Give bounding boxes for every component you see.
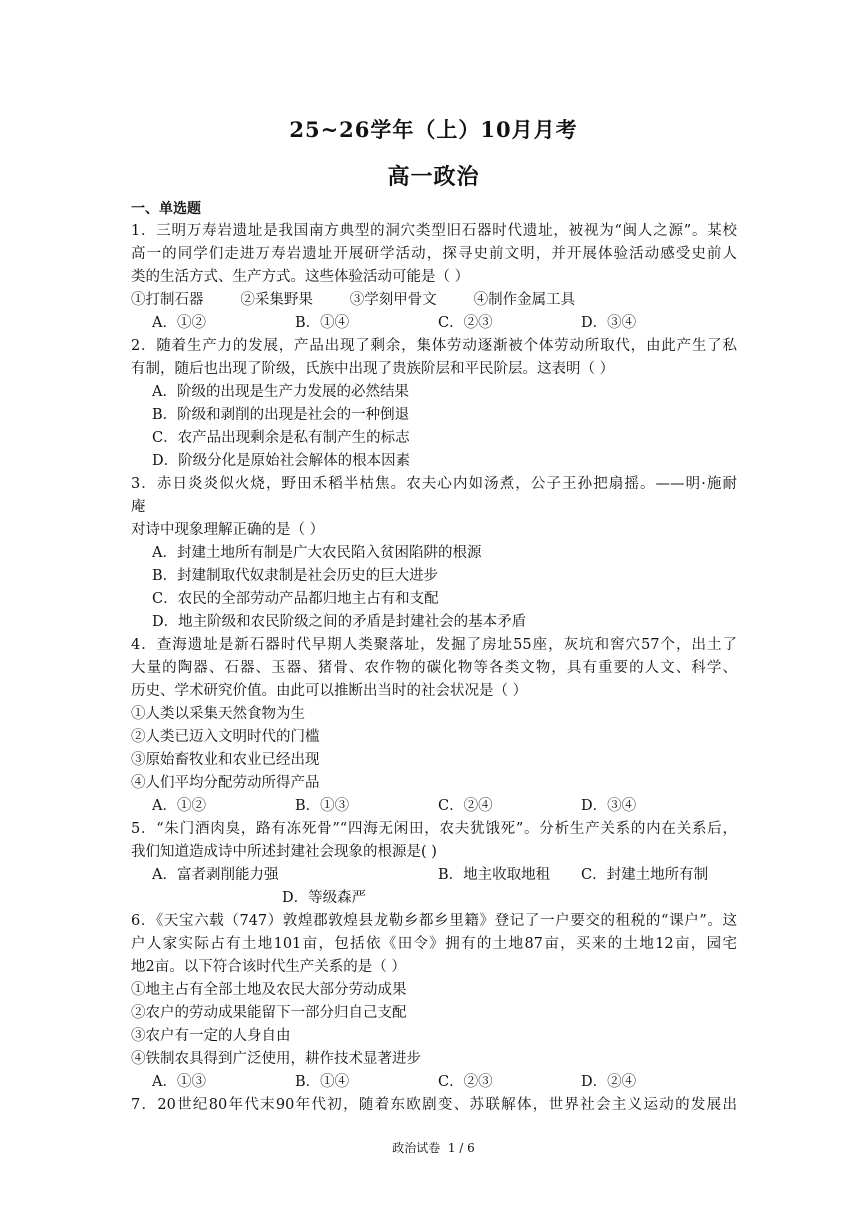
choice-a[interactable]: A．富者剥削能力强: [152, 867, 279, 883]
page-footer: 政治试卷 1 / 6: [392, 1141, 475, 1155]
choice-d[interactable]: D．②④: [581, 1074, 637, 1090]
question-4: [131, 634, 737, 818]
question-stem-line: 对诗中现象理解正确的是（ ）: [131, 522, 325, 538]
question-stem-line: 7．20世纪80年代末90年代初，随着东欧剧变、苏联解体，世界社会主义运动的发展出: [131, 1097, 737, 1113]
choice-b[interactable]: B．①③: [295, 798, 350, 814]
choice-d[interactable]: D．③④: [581, 315, 637, 331]
question-stem-line: 地2亩。以下符合该时代生产关系的是（ ）: [131, 959, 406, 975]
choice-c[interactable]: C．农产品出现剩余是私有制产生的标志: [152, 430, 410, 446]
choice-a[interactable]: A．①③: [152, 1074, 206, 1090]
choice-a[interactable]: A．①②: [152, 798, 206, 814]
exam-title: 25~26学年（上）10月月考: [289, 117, 578, 142]
choice-d[interactable]: D．等级森严: [282, 890, 367, 906]
question-3: [131, 473, 737, 634]
statement-option: ④人们平均分配劳动所得产品: [131, 775, 320, 791]
question-stem-line: 类的生活方式、生产方式。这些体验活动可能是（ ）: [131, 269, 470, 285]
question-stem-line: 我们知道造成诗中所述封建社会现象的根源是( ): [131, 844, 437, 860]
choice-b[interactable]: B．封建制取代奴隶制是社会历史的巨大进步: [152, 568, 439, 584]
exam-subject: 高一政治: [387, 164, 480, 190]
choice-a[interactable]: A．阶级的出现是生产力发展的必然结果: [152, 384, 409, 400]
question-stem-line: 5．“朱门酒肉臭，路有冻死骨”“四海无闲田，农夫犹饿死”。分析生产关系的内在关系后，: [131, 821, 737, 837]
question-stem-line: 1．三明万寿岩遗址是我国南方典型的洞穴类型旧石器时代遗址，被视为“闽人之源”。某校: [131, 223, 737, 239]
statement-option: ④铁制农具得到广泛使用，耕作技术显著进步: [131, 1051, 421, 1067]
question-7: [131, 1094, 737, 1117]
statement-option: ①地主占有全部土地及农民大部分劳动成果: [131, 982, 407, 998]
choice-c[interactable]: C．封建土地所有制: [581, 867, 709, 883]
choice-c[interactable]: C．②③: [438, 315, 493, 331]
choice-spacer: [152, 887, 282, 910]
question-2: [131, 335, 737, 473]
choice-c[interactable]: C．农民的全部劳动产品都归地主占有和支配: [152, 591, 439, 607]
question-stem-line: 6．《天宝六载（747）敦煌郡敦煌县龙勒乡都乡里籍》登记了一户要交的租税的“课户”。这: [131, 913, 737, 929]
choice-a[interactable]: A．①②: [152, 315, 206, 331]
question-5: [131, 818, 737, 910]
choice-d[interactable]: D．③④: [581, 798, 637, 814]
choice-b[interactable]: B．阶级和剥削的出现是社会的一种倒退: [152, 407, 410, 423]
question-stem-line: 3．赤日炎炎似火烧，野田禾稻半枯焦。农夫心内如汤煮，公子王孙把扇摇。——明·施耐: [131, 476, 737, 492]
question-stem-line: 大量的陶器、石器、玉器、猪骨、农作物的碳化物等各类文物，具有重要的人文、科学、: [131, 660, 737, 676]
answer-choices: [131, 864, 737, 887]
statement-option: ②农户的劳动成果能留下一部分归自己支配: [131, 1005, 407, 1021]
choice-a[interactable]: A．封建土地所有制是广大农民陷入贫困陷阱的根源: [152, 545, 482, 561]
question-stem-line: 户人家实际占有土地101亩，包括依《田令》拥有的土地87亩，买来的土地12亩，园宅: [131, 936, 737, 952]
choice-c[interactable]: C．②③: [438, 1074, 493, 1090]
question-list: [131, 220, 737, 1117]
answer-choices: [131, 1071, 737, 1094]
statement-options: ①打制石器 ②采集野果 ③学刻甲骨文 ④制作金属工具: [131, 292, 576, 308]
statement-option: ①人类以采集天然食物为生: [131, 706, 305, 722]
question-1: [131, 220, 737, 335]
statement-option: ②人类已迈入文明时代的门槛: [131, 729, 320, 745]
choice-b[interactable]: B．①④: [295, 315, 350, 331]
choice-d[interactable]: D．地主阶级和农民阶级之间的矛盾是封建社会的基本矛盾: [152, 614, 527, 630]
choice-c[interactable]: C．②④: [438, 798, 493, 814]
question-6: [131, 910, 737, 1094]
answer-choices: [131, 887, 737, 910]
question-stem-line: 2．随着生产力的发展，产品出现了剩余，集体劳动逐渐被个体劳动所取代，由此产生了私: [131, 338, 737, 354]
answer-choices: [131, 795, 737, 818]
statement-option: ③原始畜牧业和农业已经出现: [131, 752, 320, 768]
question-stem-line: 历史、学术研究价值。由此可以推断出当时的社会状况是（ ）: [131, 683, 528, 699]
section-heading: 一、单选题: [131, 201, 201, 217]
question-stem-line: 高一的同学们走进万寿岩遗址开展研学活动，探寻史前文明，并开展体验活动感受史前人: [131, 246, 737, 262]
question-stem-line: 有制，随后也出现了阶级，氏族中出现了贵族阶层和平民阶层。这表明（ ）: [131, 361, 615, 377]
statement-option: ③农户有一定的人身自由: [131, 1028, 291, 1044]
choice-b[interactable]: B．地主收取地租: [438, 867, 551, 883]
answer-choices: [131, 312, 737, 335]
choice-d[interactable]: D．阶级分化是原始社会解体的根本因素: [152, 453, 411, 469]
question-stem-line: 庵: [131, 499, 146, 515]
choice-b[interactable]: B．①④: [295, 1074, 350, 1090]
question-stem-line: 4．查海遗址是新石器时代早期人类聚落址，发掘了房址55座，灰坑和窖穴57个，出土了: [131, 637, 737, 653]
